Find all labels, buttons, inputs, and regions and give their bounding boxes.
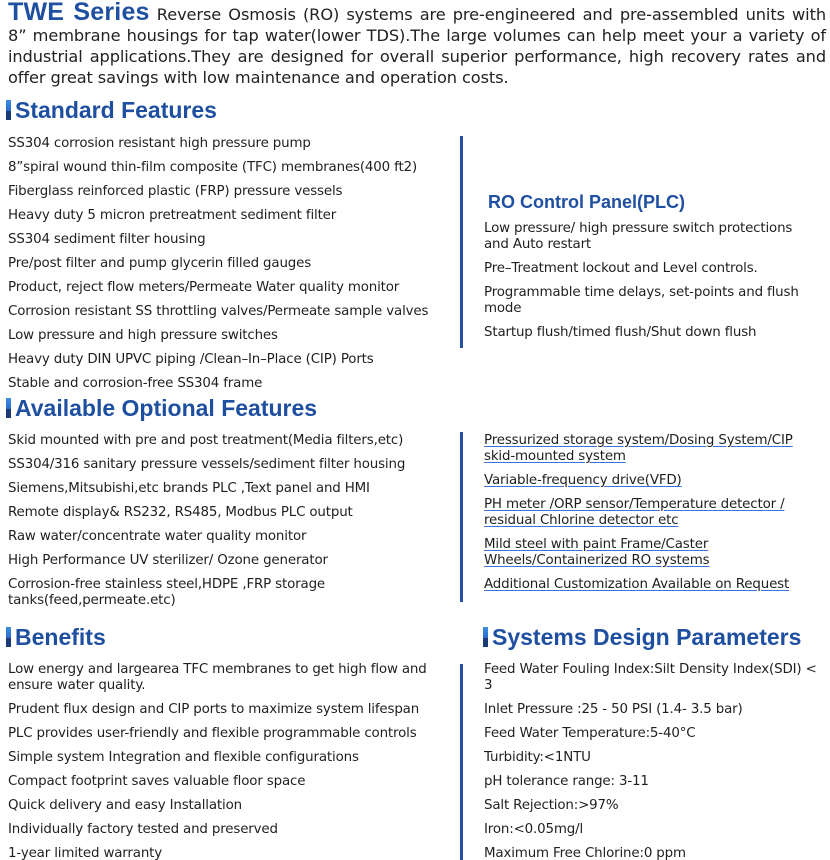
- list-item: Remote display& RS232, RS485, Modbus PLC output: [8, 505, 353, 520]
- heading-text: Available Optional Features: [15, 395, 318, 421]
- optional-link[interactable]: Pressurized storage system/Dosing System/CIP skid-mounted system: [484, 433, 793, 464]
- optional-features-heading: [6, 395, 317, 421]
- list-item: [484, 433, 814, 465]
- list-item: Siemens,Mitsubishi,etc brands PLC ,Text panel and HMI: [8, 481, 370, 496]
- intro-text: Reverse Osmosis (RO) systems are pre-engineered and pre-assembled units with 8” membrane housings for tap water(lower TDS).The large volumes can help meet your a variety of industrial applications.They are designed for overall superior performance, high recovery rates and offer great savings with low maintenance and operation costs.: [8, 5, 826, 87]
- design-parameters-list: [484, 662, 824, 860]
- list-item: SS304 corrosion resistant high pressure pump: [8, 136, 311, 151]
- list-item: 8”spiral wound thin-film composite (TFC) membranes(400 ft2): [8, 160, 418, 175]
- heading-bar-icon: [6, 627, 11, 647]
- list-item: Heavy duty DIN UPVC piping /Clean–In–Place (CIP) Ports: [8, 352, 374, 367]
- list-item: Inlet Pressure :25 - 50 PSI (1.4- 3.5 bar): [484, 702, 743, 717]
- list-item: pH tolerance range: 3-11: [484, 774, 649, 789]
- list-item: Simple system Integration and flexible configurations: [8, 750, 359, 765]
- heading-bar-icon: [483, 627, 488, 647]
- list-item: Skid mounted with pre and post treatment(Media filters,etc): [8, 433, 404, 448]
- column-divider: [460, 432, 463, 602]
- list-item: [484, 537, 814, 569]
- optional-link[interactable]: Additional Customization Available on Request: [484, 577, 790, 592]
- list-item: Pre/post filter and pump glycerin filled gauges: [8, 256, 312, 271]
- list-item: [484, 473, 814, 489]
- list-item: SS304 sediment filter housing: [8, 232, 206, 247]
- list-item: Corrosion-free stainless steel,HDPE ,FRP storage tanks(feed,permeate.etc): [8, 577, 326, 608]
- list-item: Maximum Free Chlorine:0 ppm: [484, 846, 686, 860]
- heading-bar-icon: [6, 100, 11, 120]
- control-panel-list: [484, 221, 814, 349]
- list-item: Startup flush/timed flush/Shut down flush: [484, 325, 757, 340]
- control-panel-heading: RO Control Panel(PLC): [488, 192, 685, 212]
- list-item: Corrosion resistant SS throttling valves/Permeate sample valves: [8, 304, 429, 319]
- list-item: Low energy and largearea TFC membranes to get high flow and ensure water quality.: [8, 662, 427, 693]
- list-item: Product, reject flow meters/Permeate Water quality monitor: [8, 280, 400, 295]
- list-item: Pre–Treatment lockout and Level controls.: [484, 261, 758, 276]
- list-item: Fiberglass reinforced plastic (FRP) pressure vessels: [8, 184, 343, 199]
- list-item: Feed Water Fouling Index:Silt Density Index(SDI) < 3: [484, 662, 817, 693]
- list-item: [484, 497, 814, 529]
- series-title: TWE Series: [8, 0, 150, 26]
- benefits-list: [8, 662, 438, 860]
- benefits-heading: [6, 624, 106, 650]
- list-item: Compact footprint saves valuable floor space: [8, 774, 306, 789]
- standard-features-list: [8, 136, 438, 400]
- column-divider: [460, 664, 463, 860]
- list-item: Prudent flux design and CIP ports to maximize system lifespan: [8, 702, 420, 717]
- list-item: Feed Water Temperature:5-40°C: [484, 726, 696, 741]
- list-item: Individually factory tested and preserved: [8, 822, 278, 837]
- optional-link[interactable]: PH meter /ORP sensor/Temperature detector / residual Chlorine detector etc: [484, 497, 785, 528]
- list-item: Iron:<0.05mg/l: [484, 822, 584, 837]
- optional-features-list: [8, 433, 438, 617]
- list-item: [484, 577, 814, 593]
- optional-links-list: [484, 433, 814, 601]
- list-item: PLC provides user-friendly and flexible programmable controls: [8, 726, 417, 741]
- list-item: Turbidity:<1NTU: [484, 750, 591, 765]
- optional-link[interactable]: Mild steel with paint Frame/Caster Wheels/Containerized RO systems: [484, 537, 710, 568]
- column-divider: [460, 136, 463, 348]
- list-item: High Performance UV sterilizer/ Ozone generator: [8, 553, 328, 568]
- list-item: Salt Rejection:>97%: [484, 798, 619, 813]
- standard-features-heading: [6, 97, 217, 123]
- design-parameters-heading: [483, 624, 801, 650]
- list-item: Low pressure and high pressure switches: [8, 328, 278, 343]
- heading-bar-icon: [6, 398, 11, 418]
- list-item: Low pressure/ high pressure switch protections and Auto restart: [484, 221, 793, 252]
- heading-text: Standard Features: [15, 97, 217, 123]
- list-item: Programmable time delays, set-points and flush mode: [484, 285, 799, 316]
- optional-link[interactable]: Variable-frequency drive(VFD): [484, 473, 682, 488]
- list-item: Heavy duty 5 micron pretreatment sediment filter: [8, 208, 337, 223]
- list-item: SS304/316 sanitary pressure vessels/sediment filter housing: [8, 457, 406, 472]
- heading-text: Systems Design Parameters: [492, 624, 802, 650]
- list-item: Raw water/concentrate water quality monitor: [8, 529, 307, 544]
- list-item: Quick delivery and easy Installation: [8, 798, 242, 813]
- intro-paragraph: [8, 2, 826, 88]
- list-item: Stable and corrosion-free SS304 frame: [8, 376, 263, 391]
- heading-text: Benefits: [15, 624, 106, 650]
- list-item: 1-year limited warranty: [8, 846, 163, 860]
